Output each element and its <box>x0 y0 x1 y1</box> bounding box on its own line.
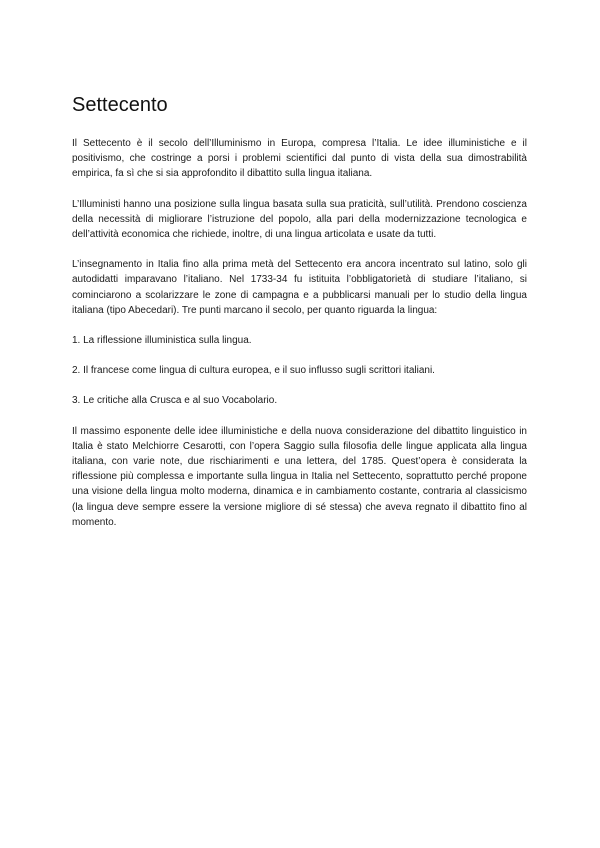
list-item-2: 2. Il francese come lingua di cultura europea, e il suo influsso sugli scrittori italiani. <box>72 365 435 377</box>
list-item-3: 3. Le critiche alla Crusca e al suo Vocabolario. <box>72 395 278 407</box>
paragraph-intro: Il Settecento è il secolo dell’Illuminismo in Europa, compresa l’Italia. Le idee illuministiche e il positivismo, che costringe a porsi i problemi scientifici dal punto di vista della sua dimostrabilità empirica, fa sì che si sia approfondito il dibattito sulla lingua italiana. <box>72 138 527 180</box>
document-body <box>72 92 527 545</box>
list-item-1: 1. La riflessione illuministica sulla lingua. <box>72 335 252 347</box>
paragraph-cesarotti: Il massimo esponente delle idee illuministiche e della nuova considerazione del dibattito linguistico in Italia è stato Melchiorre Cesarotti, con l’opera Saggio sulla filosofia delle lingue applicata alla lingua italiana, con varie note, due rischiarimenti e una lettera, del 1785. Quest’opera è considerata la riflessione più complessa e importante sulla lingua in Italia nel Settecento, soprattutto perché propone una visione della lingua molto moderna, dinamica e in cambiamento costante, contraria al classicismo (la lingua deve sempre essere la versione migliore di sé stessa) che aveva regnato il dibattito fino al momento. <box>72 425 527 528</box>
paragraph-illuministi: L’Illuministi hanno una posizione sulla lingua basata sulla sua praticità, sull’utilità. Prendono coscienza della necessità di migliorare l’istruzione del popolo, alla pari della modernizzazione tecnologica e dell’attività economica che richiede, inoltre, di una lingua articolata e usate da tutti. <box>72 198 527 241</box>
paragraph-insegnamento: L’insegnamento in Italia fino alla prima metà del Settecento era ancora incentrato sul latino, solo gli autodidatti imparavano l’italiano. Nel 1733-34 fu istituita l’obbligatorietà di studiare l’italiano, si cominciarono a scolarizzare le zone di campagna e a pubblicarsi manuali per lo studio della lingua italiana (tipo Abecedari). Tre punti marcano il secolo, per quanto riguarda la lingua: <box>72 259 527 316</box>
page-title: Settecento <box>72 94 168 116</box>
